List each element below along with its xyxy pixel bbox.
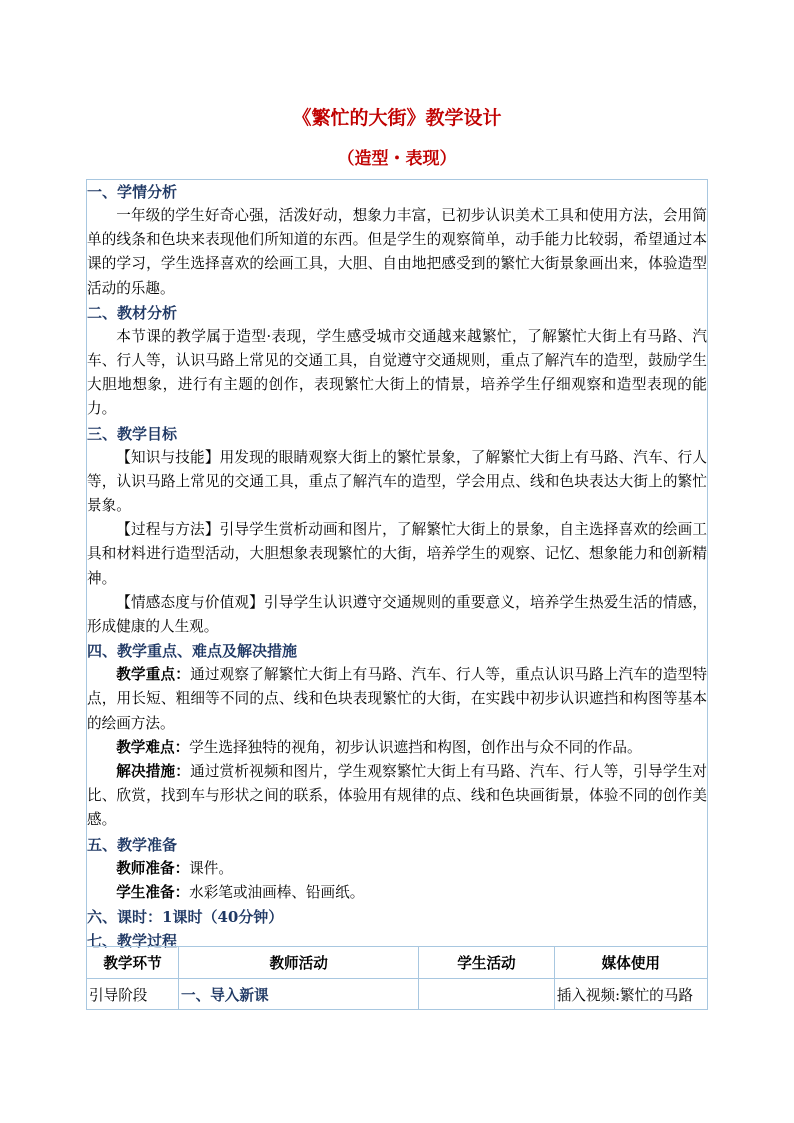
- key-point-paragraph: [87, 663, 707, 736]
- section-heading-5: 五、教学准备: [87, 835, 178, 854]
- table-header-row: [87, 947, 708, 979]
- section-heading-1: 一、学情分析: [87, 183, 178, 201]
- student-prep-paragraph: [87, 881, 707, 905]
- section-heading-4: 四、教学重点、难点及解决措施: [87, 642, 298, 661]
- difficulty-paragraph: [87, 736, 707, 760]
- document-title: 《繁忙的大街》教学设计: [292, 107, 502, 129]
- table-cell-media: 插入视频:繁忙的马路: [554, 979, 707, 1010]
- section-1-paragraph: 一年级的学生好奇心强，活泼好动，想象力丰富，已初步认识美术工具和使用方法，会用简单的线条和色块来表现他们所知道的东西。但是学生的观察简单，动手能力比较弱，希望通过本课的学习，学生选择喜欢的绘画工具，大胆、自由地把感受到的繁忙大街景象画出来，体验造型活动的乐趣。: [87, 207, 707, 297]
- goal-attitude-paragraph: 【情感态度与价值观】引导学生认识遵守交通规则的重要意义，培养学生热爱生活的情感，形成健康的人生观。: [87, 593, 707, 636]
- solution-paragraph: [87, 760, 707, 833]
- student-prep-label: 学生准备：: [116, 883, 190, 901]
- difficulty-text: 学生选择独特的视角，初步认识遮挡和构图，创作出与众不同的作品。: [189, 738, 642, 756]
- teacher-prep-label: 教师准备：: [116, 859, 190, 877]
- goal-knowledge-paragraph: 【知识与技能】用发现的眼睛观察大街上的繁忙景象，了解繁忙大街上有马路、汽车、行人等，认识马路上常见的交通工具，重点了解汽车的造型，学会用点、线和色块表达大街上的繁忙景象。: [87, 448, 707, 515]
- teacher-prep-paragraph: [87, 857, 707, 881]
- content-frame: [86, 179, 708, 951]
- table-header-teacher: 教师活动: [179, 947, 419, 979]
- section-heading-7: 七、教学过程: [87, 932, 178, 951]
- table-cell-stage: 引导阶段: [87, 979, 179, 1010]
- teacher-prep-text: 课件。: [189, 859, 233, 877]
- table-header-media: 媒体使用: [554, 947, 707, 979]
- table-cell-teacher: 一、导入新课: [179, 979, 419, 1010]
- section-heading-3: 三、教学目标: [87, 424, 178, 443]
- table-row: [87, 979, 708, 1010]
- table-cell-student: [419, 979, 554, 1010]
- document-subtitle: （造型・表现）: [337, 149, 457, 169]
- table-header-student: 学生活动: [419, 947, 554, 979]
- key-point-label: 教学重点：: [116, 666, 191, 684]
- difficulty-label: 教学难点：: [116, 738, 190, 756]
- solution-label: 解决措施：: [116, 763, 191, 781]
- section-2-paragraph: 本节课的教学属于造型·表现，学生感受城市交通越来越繁忙，了解繁忙大街上有马路、汽车、行人等，认识马路上常见的交通工具，自觉遵守交通规则，重点了解汽车的造型，鼓励学生大胆地想象，进行有主题的创作，表现繁忙大街上的情景，培养学生仔细观察和造型表现的能力。: [87, 327, 707, 418]
- content-body: [87, 180, 707, 953]
- solution-text: 通过赏析视频和图片，学生观察繁忙大街上有马路、汽车、行人等，引导学生对比、欣赏，找到车与形状之间的联系，体验用有规律的点、线和色块画街景，体验不同的创作美感。: [87, 763, 707, 829]
- section-heading-6: 六、课时：1课时（40分钟）: [87, 908, 284, 927]
- table-header-stage: 教学环节: [87, 947, 179, 979]
- goal-process-paragraph: 【过程与方法】引导学生赏析动画和图片，了解繁忙大街上的景象，自主选择喜欢的绘画工具和材料进行造型活动，大胆想象表现繁忙的大街，培养学生的观察、记忆、想象能力和创新精神。: [87, 521, 707, 587]
- section-heading-2: 二、教材分析: [87, 303, 178, 322]
- process-table: [86, 946, 708, 1010]
- student-prep-text: 水彩笔或油画棒、铅画纸。: [189, 883, 365, 901]
- key-point-text: 通过观察了解繁忙大街上有马路、汽车、行人等，重点认识马路上汽车的造型特点，用长短、粗细等不同的点、线和色块表现繁忙的大街，在实践中初步认识遮挡和构图等基本的绘画方法。: [87, 666, 707, 732]
